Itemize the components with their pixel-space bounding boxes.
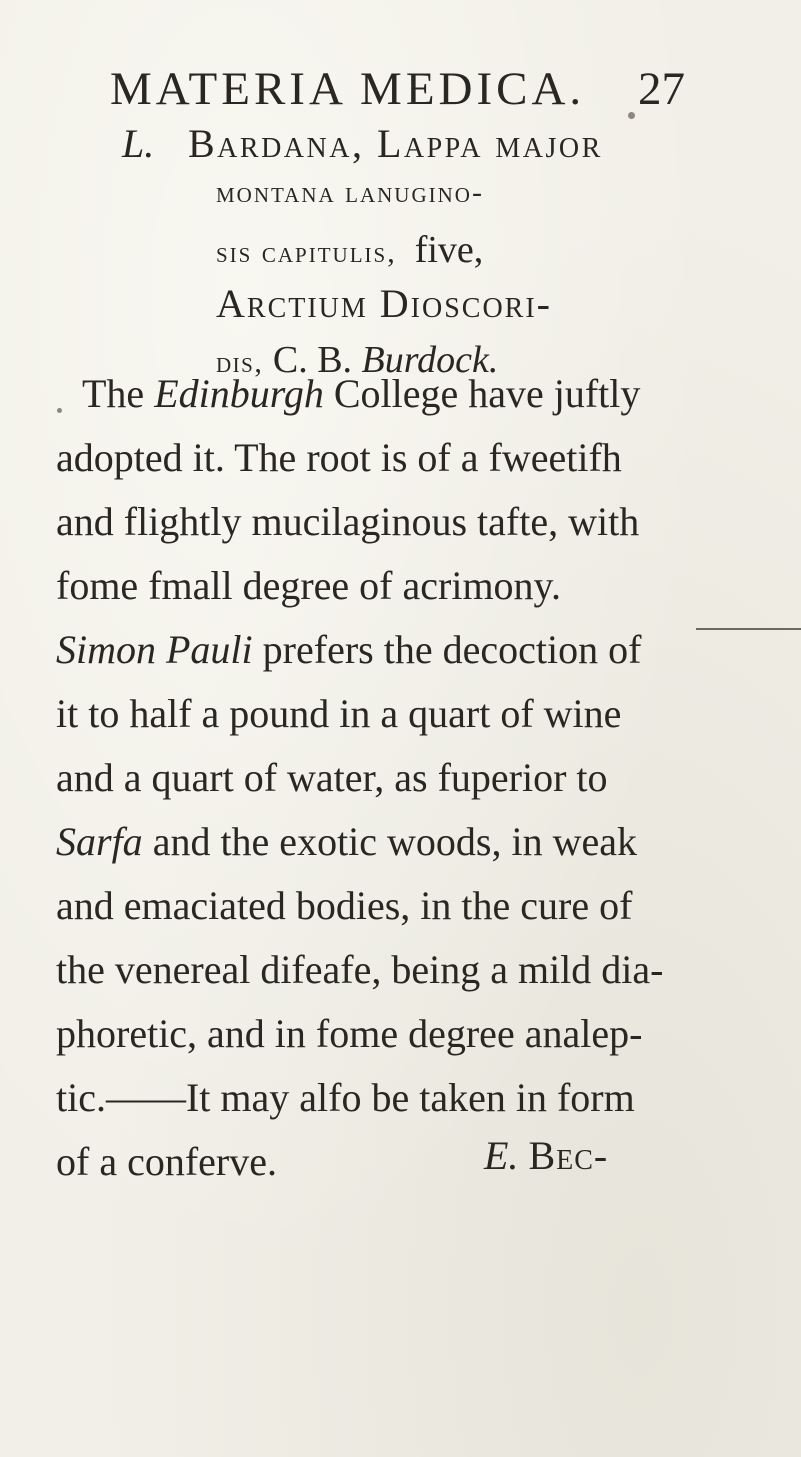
body-line-12: tic.——It may alfo be taken in form bbox=[56, 1075, 635, 1120]
body-line-11: phoretic, and in fome degree analep- bbox=[56, 1011, 643, 1056]
body-line-13: of a conferve. bbox=[56, 1139, 277, 1184]
drug-name: Sarfa bbox=[56, 819, 143, 864]
heading-common-name: Burdock. bbox=[361, 339, 499, 381]
body-line-9: and emaciated bodies, in the cure of bbox=[56, 883, 633, 928]
body-text-run: and the exotic woods, in weak bbox=[142, 819, 638, 864]
paper-speck bbox=[628, 112, 635, 119]
place-name: Edinburgh bbox=[154, 371, 324, 416]
body-line-8 bbox=[56, 819, 638, 864]
margin-rule bbox=[696, 628, 801, 630]
catchword bbox=[484, 1132, 608, 1179]
body-text-run: prefers the decoction of bbox=[252, 627, 642, 672]
person-name: Simon Pauli bbox=[56, 627, 253, 672]
heading-line-2: montana lanugino- bbox=[216, 176, 484, 209]
body-line-3: and flightly mucilaginous tafte, with bbox=[56, 499, 640, 544]
body-line-6: it to half a pound in a quart of wine bbox=[56, 691, 622, 736]
body-line-5 bbox=[56, 627, 642, 672]
body-line-1 bbox=[82, 371, 641, 416]
heading-line-1: Bardana, Lappa major bbox=[188, 121, 603, 166]
heading-line-3-caps: sis capitulis, bbox=[216, 236, 397, 269]
body-line-10: the venereal difeafe, being a mild dia- bbox=[56, 947, 664, 992]
entry-marker: L. bbox=[122, 121, 155, 166]
catchword-text: Bec- bbox=[528, 1133, 609, 1178]
heading-authority: C. B. bbox=[272, 339, 353, 381]
body-line-4: fome fmall degree of acrimony. bbox=[56, 563, 561, 608]
paper-speck bbox=[57, 408, 62, 413]
heading-line-3 bbox=[216, 228, 483, 272]
heading-line-4: Arctium Dioscori- bbox=[216, 281, 553, 326]
running-head bbox=[110, 62, 710, 122]
body-text-run: The bbox=[82, 371, 155, 416]
heading-line-3-word: five, bbox=[414, 229, 484, 271]
body-line-7: and a quart of water, as fuperior to bbox=[56, 755, 608, 800]
running-head-title: MATERIA MEDICA. bbox=[110, 63, 586, 115]
heading-line-5-caps: dis, bbox=[216, 346, 264, 379]
body-text-run: College have juftly bbox=[323, 371, 641, 416]
page-number: 27 bbox=[638, 63, 685, 115]
catchword-marker: E. bbox=[484, 1133, 519, 1178]
body-line-2: adopted it. The root is of a fweetifh bbox=[56, 435, 622, 480]
